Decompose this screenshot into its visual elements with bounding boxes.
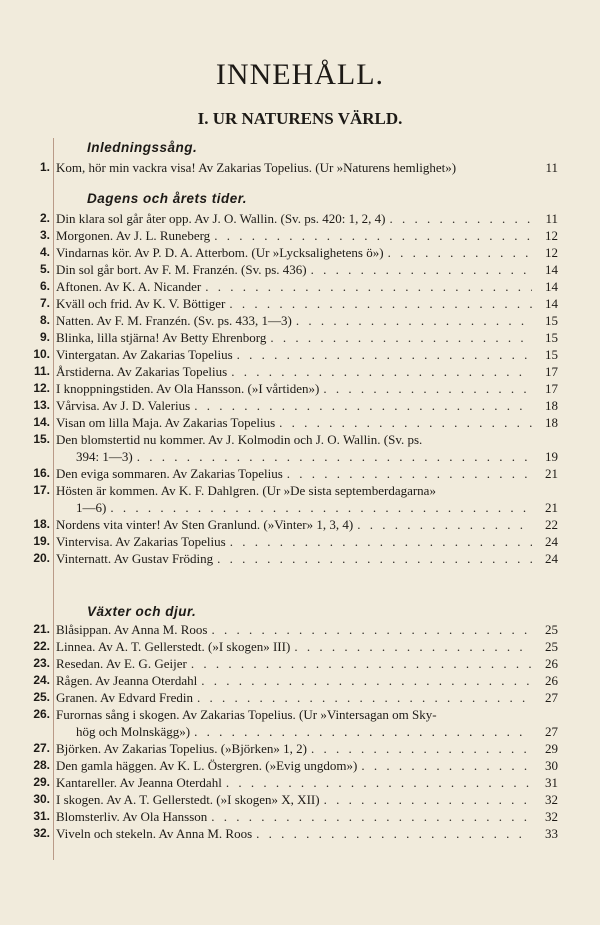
entry-row	[56, 757, 532, 774]
entry-page: 33	[545, 826, 558, 841]
entry-title: I skogen. Av A. T. Gellerstedt. (»I skogen» X, XII)	[56, 792, 320, 807]
entry-row	[56, 210, 532, 227]
entry-number: 18.	[33, 517, 50, 531]
entry-title: Vindarnas kör. Av P. D. A. Atterbom. (Ur »Lycksalighetens ö»)	[56, 245, 384, 260]
entry-page: 18	[545, 398, 558, 413]
entry-number: 5.	[39, 262, 50, 276]
dot-leader	[205, 278, 532, 295]
section-heading: Dagens och årets tider.	[87, 191, 248, 206]
entry-title: Björken. Av Zakarias Topelius. (»Björken» 1, 2)	[56, 741, 307, 756]
entry-number: 12.	[33, 381, 50, 395]
entry-title: Din klara sol går åter opp. Av J. O. Wallin. (Sv. ps. 420: 1, 2, 4)	[56, 211, 386, 226]
entry-row	[56, 808, 532, 825]
entry-title: Rågen. Av Jeanna Oterdahl	[56, 673, 198, 688]
entry-title: Årstiderna. Av Zakarias Topelius	[56, 364, 228, 379]
entry-title: Blinka, lilla stjärna! Av Betty Ehrenborg	[56, 330, 267, 345]
list-item	[0, 621, 600, 638]
entry-number: 31.	[33, 809, 50, 823]
entry-page: 24	[545, 551, 558, 566]
entry-row	[56, 774, 532, 791]
list-item	[0, 346, 600, 363]
entry-title: Linnea. Av A. T. Gellerstedt. (»I skogen» III)	[56, 639, 291, 654]
dot-leader	[361, 757, 532, 774]
dot-leader	[440, 482, 532, 499]
entry-number: 11.	[33, 364, 50, 378]
list-item	[0, 380, 600, 397]
entry-number: 8.	[39, 313, 50, 327]
entry-row	[56, 244, 532, 261]
entry-page: 15	[545, 347, 558, 362]
entry-number: 25.	[33, 690, 50, 704]
list-item	[0, 227, 600, 244]
entry-page: 21	[545, 500, 558, 515]
list-item	[0, 706, 600, 723]
list-item-continuation	[0, 723, 600, 740]
entry-page: 18	[545, 415, 558, 430]
entry-number: 4.	[39, 245, 50, 259]
list-item	[0, 278, 600, 295]
entry-title: Kom, hör min vackra visa! Av Zakarias Topelius. (Ur »Naturens hemlighet»)	[56, 160, 457, 175]
dot-leader	[311, 740, 532, 757]
page-title: INNEHÅLL.	[215, 58, 385, 91]
entry-page: 30	[545, 758, 558, 773]
list-item	[0, 774, 600, 791]
list-item	[0, 516, 600, 533]
entry-title: Viveln och stekeln. Av Anna M. Roos	[56, 826, 253, 841]
dot-leader	[460, 159, 532, 176]
entry-row	[56, 550, 532, 567]
entry-title: Visan om lilla Maja. Av Zakarias Topelius	[56, 415, 276, 430]
section-heading: Växter och djur.	[87, 604, 197, 619]
entry-title: Din sol går bort. Av F. M. Franzén. (Sv. ps. 436)	[56, 262, 307, 277]
dot-leader	[324, 791, 532, 808]
entry-continuation	[76, 499, 532, 516]
list-item	[0, 465, 600, 482]
entry-page: 15	[545, 330, 558, 345]
list-item	[0, 672, 600, 689]
dot-leader	[197, 689, 532, 706]
entry-title: Vintervisa. Av Zakarias Topelius	[56, 534, 226, 549]
entry-continuation-text: 394: 1—3)	[76, 449, 133, 464]
dot-leader	[441, 706, 532, 723]
entry-page: 24	[545, 534, 558, 549]
entry-number: 13.	[33, 398, 50, 412]
list-item	[0, 550, 600, 567]
dot-leader	[287, 465, 532, 482]
entry-title: Hösten är kommen. Av K. F. Dahlgren. (Ur »De sista septemberdagarna»	[56, 483, 436, 498]
dot-leader	[211, 808, 532, 825]
entry-continuation	[76, 448, 532, 465]
entry-row	[56, 825, 532, 842]
entry-title: Blomsterliv. Av Ola Hansson	[56, 809, 208, 824]
entry-number: 21.	[33, 622, 50, 636]
entry-row	[56, 516, 532, 533]
dot-leader	[194, 723, 532, 740]
entry-title: Den gamla häggen. Av K. L. Östergren. (»Evig ungdom»)	[56, 758, 358, 773]
entry-row	[56, 533, 532, 550]
entry-row	[56, 363, 532, 380]
entry-row	[56, 482, 532, 499]
entry-title: Furornas sång i skogen. Av Zakarias Topelius. (Ur »Vintersagan om Sky-	[56, 707, 437, 722]
dot-leader	[191, 655, 532, 672]
entry-page: 17	[545, 364, 558, 379]
dot-leader	[137, 448, 532, 465]
list-item	[0, 808, 600, 825]
list-item	[0, 414, 600, 431]
entry-number: 28.	[33, 758, 50, 772]
list-item	[0, 261, 600, 278]
list-item	[0, 757, 600, 774]
list-item	[0, 689, 600, 706]
entry-page: 27	[545, 724, 558, 739]
entry-title: Granen. Av Edvard Fredin	[56, 690, 193, 705]
entry-page: 21	[545, 466, 558, 481]
entry-number: 17.	[33, 483, 50, 497]
entry-page: 19	[545, 449, 558, 464]
entry-page: 14	[545, 296, 558, 311]
list-item	[0, 533, 600, 550]
list-item-continuation	[0, 448, 600, 465]
entry-number: 14.	[33, 415, 50, 429]
entry-number: 3.	[39, 228, 50, 242]
dot-leader	[230, 533, 532, 550]
dot-leader	[214, 227, 532, 244]
list-item	[0, 825, 600, 842]
list-item	[0, 312, 600, 329]
list-item	[0, 295, 600, 312]
dot-leader	[296, 312, 532, 329]
entry-row	[56, 227, 532, 244]
entry-number: 1.	[39, 160, 50, 174]
entry-row	[56, 159, 532, 176]
entry-number: 10.	[33, 347, 50, 361]
entry-title: Aftonen. Av K. A. Nicander	[56, 279, 202, 294]
part-heading: I. UR NATURENS VÄRLD.	[197, 109, 403, 128]
entry-page: 17	[545, 381, 558, 396]
dot-leader	[294, 638, 532, 655]
entry-row	[56, 278, 532, 295]
entry-number: 9.	[39, 330, 50, 344]
dot-leader	[201, 672, 532, 689]
dot-leader	[229, 295, 532, 312]
dot-leader	[426, 431, 532, 448]
entry-page: 11	[545, 160, 558, 175]
list-item	[0, 482, 600, 499]
dot-leader	[217, 550, 532, 567]
entry-row	[56, 380, 532, 397]
entry-page: 14	[545, 262, 558, 277]
entry-page: 12	[545, 228, 558, 243]
entry-number: 29.	[33, 775, 50, 789]
entry-title: I knoppningstiden. Av Ola Hansson. (»I vårtiden»)	[56, 381, 320, 396]
entry-number: 19.	[33, 534, 50, 548]
list-item-continuation	[0, 499, 600, 516]
entry-page: 22	[545, 517, 558, 532]
entry-page: 32	[545, 809, 558, 824]
entry-number: 22.	[33, 639, 50, 653]
entry-page: 27	[545, 690, 558, 705]
list-item	[0, 791, 600, 808]
entry-page: 11	[545, 211, 558, 226]
entry-row	[56, 655, 532, 672]
entry-row	[56, 672, 532, 689]
entry-number: 23.	[33, 656, 50, 670]
entry-row	[56, 431, 532, 448]
entry-page: 25	[545, 622, 558, 637]
list-item	[0, 655, 600, 672]
entry-title: Blåsippan. Av Anna M. Roos	[56, 622, 208, 637]
list-item	[0, 244, 600, 261]
entry-title: Vinternatt. Av Gustav Fröding	[56, 551, 214, 566]
dot-leader	[270, 329, 532, 346]
entry-row	[56, 329, 532, 346]
entry-continuation	[76, 723, 532, 740]
entry-row	[56, 295, 532, 312]
entry-number: 2.	[39, 211, 50, 225]
dot-leader	[194, 397, 532, 414]
entry-title: Vintergatan. Av Zakarias Topelius	[56, 347, 233, 362]
entry-row	[56, 638, 532, 655]
entry-number: 16.	[33, 466, 50, 480]
dot-leader	[323, 380, 532, 397]
list-item	[0, 159, 600, 176]
entry-title: Natten. Av F. M. Franzén. (Sv. ps. 433, 1—3)	[56, 313, 292, 328]
entry-page: 31	[545, 775, 558, 790]
entry-title: Den eviga sommaren. Av Zakarias Topelius	[56, 466, 283, 481]
entry-row	[56, 465, 532, 482]
list-item	[0, 210, 600, 227]
dot-leader	[388, 244, 532, 261]
entry-number: 20.	[33, 551, 50, 565]
entry-title: Morgonen. Av J. L. Runeberg	[56, 228, 211, 243]
entry-page: 15	[545, 313, 558, 328]
entry-page: 25	[545, 639, 558, 654]
dot-leader	[389, 210, 532, 227]
list-item	[0, 329, 600, 346]
entry-row	[56, 621, 532, 638]
list-item	[0, 363, 600, 380]
list-item	[0, 638, 600, 655]
entry-row	[56, 261, 532, 278]
entry-number: 26.	[33, 707, 50, 721]
dot-leader	[279, 414, 532, 431]
entry-number: 30.	[33, 792, 50, 806]
dot-leader	[311, 261, 532, 278]
entry-row	[56, 397, 532, 414]
entry-number: 15.	[33, 432, 50, 446]
dot-leader	[256, 825, 532, 842]
entry-number: 32.	[33, 826, 50, 840]
entry-page: 26	[545, 673, 558, 688]
entry-title: Kväll och frid. Av K. V. Böttiger	[56, 296, 226, 311]
entry-number: 6.	[39, 279, 50, 293]
entry-number: 24.	[33, 673, 50, 687]
dot-leader	[211, 621, 532, 638]
entry-page: 26	[545, 656, 558, 671]
entry-continuation-text: hög och Molnskägg»)	[76, 724, 191, 739]
entry-row	[56, 414, 532, 431]
entry-row	[56, 346, 532, 363]
entry-row	[56, 312, 532, 329]
entry-continuation-text: 1—6)	[76, 500, 107, 515]
dot-leader	[226, 774, 532, 791]
list-item	[0, 740, 600, 757]
entry-row	[56, 706, 532, 723]
entry-page: 29	[545, 741, 558, 756]
entry-row	[56, 740, 532, 757]
list-item	[0, 431, 600, 448]
entry-page: 12	[545, 245, 558, 260]
entry-row	[56, 791, 532, 808]
entry-title: Nordens vita vinter! Av Sten Granlund. (»Vinter» 1, 3, 4)	[56, 517, 354, 532]
entry-page: 14	[545, 279, 558, 294]
entry-title: Kantareller. Av Jeanna Oterdahl	[56, 775, 222, 790]
entry-number: 27.	[33, 741, 50, 755]
dot-leader	[110, 499, 532, 516]
entry-title: Den blomstertid nu kommer. Av J. Kolmodin och J. O. Wallin. (Sv. ps.	[56, 432, 423, 447]
entry-number: 7.	[39, 296, 50, 310]
dot-leader	[237, 346, 532, 363]
entry-page: 32	[545, 792, 558, 807]
dot-leader	[357, 516, 532, 533]
dot-leader	[231, 363, 532, 380]
section-heading: Inledningssång.	[87, 140, 198, 155]
entry-row	[56, 689, 532, 706]
list-item	[0, 397, 600, 414]
entry-title: Resedan. Av E. G. Geijer	[56, 656, 187, 671]
entry-title: Vårvisa. Av J. D. Valerius	[56, 398, 191, 413]
